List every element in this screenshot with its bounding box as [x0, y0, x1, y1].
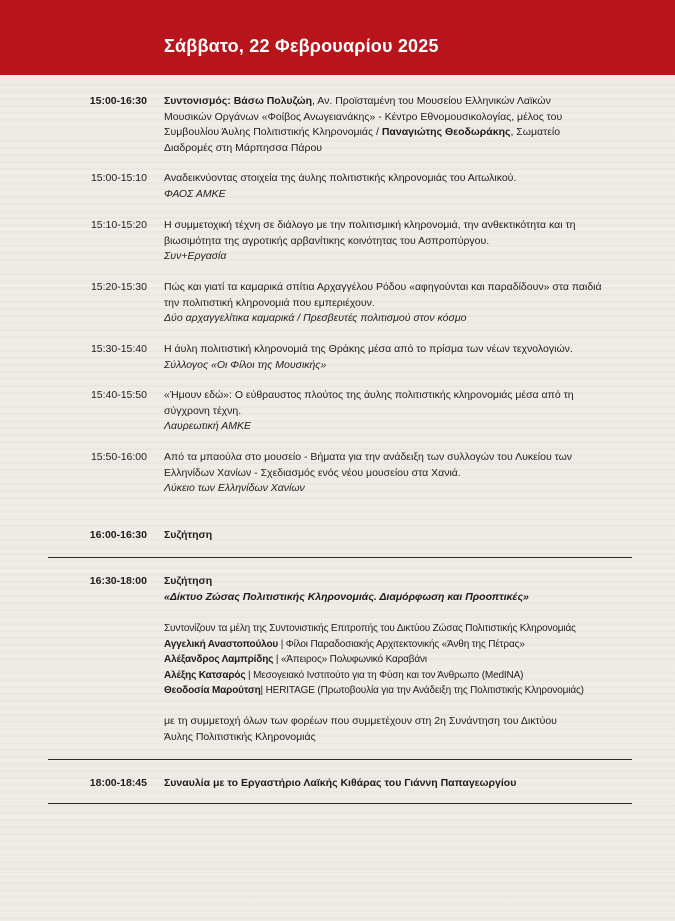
discussion1-time: 16:00-16:30	[89, 529, 147, 541]
session-text: σύγχρονη τέχνη.	[164, 404, 242, 417]
moderation-line4: Διαδρομές στη Μάρπησσα Πάρου	[164, 141, 323, 154]
session-time: 15:10-15:20	[90, 219, 147, 231]
session-item	[164, 342, 634, 373]
member-org: | HERITAGE (Πρωτοβουλία για την Ανάδειξη της Πολιτιστικής Κληρονομιάς)	[260, 685, 584, 697]
session-text: βιωσιμότητα της αγροτικής αρβανίτικης κοινότητας του Ασπροπύργου.	[164, 234, 490, 247]
session-time: 15:20-15:30	[90, 281, 147, 293]
session-org: Συν+Εργασία	[164, 250, 227, 263]
session-org: Σύλλογος «Οι Φίλοι της Μουσικής»	[164, 358, 327, 371]
member-org: | «Άπειρος» Πολυφωνικό Καραβάνι	[273, 654, 427, 666]
session-item	[164, 218, 634, 265]
session-text: Η συμμετοχική τέχνη σε διάλογο με την πολιτισμική κληρονομιά, την ανθεκτικότητα και τη	[164, 219, 576, 231]
moderator-name-2: Παναγιώτης Θεοδωράκης	[381, 126, 511, 139]
member-name: Αγγελική Αναστοπούλου	[164, 638, 279, 650]
discussion2-label: Συζήτηση	[164, 575, 213, 587]
session-time: 15:40-15:50	[90, 389, 147, 401]
header-banner	[0, 0, 675, 75]
member-name: Αλέξανδρος Λαμπρίδης	[164, 654, 274, 666]
session-org: Λύκειο των Ελληνίδων Χανίων	[164, 482, 305, 495]
member-org: | Μεσογειακό Ινστιτούτο για τη Φύση και τον Άνθρωπο (MedINA)	[245, 669, 524, 681]
coordinators-intro: Συντονίζουν τα μέλη της Συντονιστικής Επιτροπής του Δικτύου Ζώσας Πολιτιστικής Κληρονομιάς	[164, 623, 576, 634]
session-text: Ελληνίδων Χανίων - Σχεδιασμός ενός νέου μουσείου στα Χανιά.	[164, 466, 461, 479]
concert-time: 18:00-18:45	[89, 777, 147, 789]
concert-label: Συναυλία με το Εργαστήριο Λαϊκής Κιθάρας του Γιάννη Παπαγεωργίου	[164, 777, 517, 789]
member-name: Θεοδοσία Μαρούτση	[164, 685, 261, 697]
closing-text: Άυλης Πολιτιστικής Κληρονομιάς	[164, 730, 316, 743]
moderator-name-1: Βάσω Πολυζώη	[233, 95, 313, 107]
session-text: Αναδεικνύοντας στοιχεία της άυλης πολιτιστικής κληρονομιάς του Αιτωλικού.	[164, 172, 517, 184]
session-text: «Ήμουν εδώ»: Ο εύθραυστος πλούτος της άυλης πολιτιστικής κληρονομιάς μέσα από τη	[164, 389, 574, 401]
session-text: Η άυλη πολιτιστική κληρονομιά της Θράκης μέσα από το πρίσμα των νέων τεχνολογιών.	[164, 343, 573, 355]
session-time: 15:30-15:40	[90, 343, 147, 355]
moderation-line2: Μουσικών Οργάνων «Φοίβος Ανωγειανάκης» - Κέντρο Εθνομουσικολογίας, μέλος του	[164, 110, 563, 123]
moderation-time: 15:00-16:30	[89, 95, 147, 107]
session-org: Δύο αρχαγγελίτικα καμαρικά / Πρεσβευτές πολιτισμού στον κόσμο	[164, 312, 467, 325]
discussion2-time: 16:30-18:00	[89, 575, 147, 587]
discussion1-label: Συζήτηση	[164, 529, 213, 541]
moderation-label: Συντονισμός:	[164, 95, 231, 107]
discussion2-block	[164, 574, 634, 605]
session-org: ΦΑΟΣ ΑΜΚΕ	[164, 187, 226, 200]
session-item	[164, 171, 634, 202]
session-text: την πολιτιστική κληρονομιά που εμπεριέχουν.	[164, 296, 375, 309]
session-time: 15:00-15:10	[90, 172, 147, 184]
closing-text: με τη συμμετοχή όλων των φορέων που συμμετέχουν στη 2η Συνάντηση του Δικτύου	[164, 715, 557, 727]
session-time: 15:50-16:00	[90, 451, 147, 463]
divider	[48, 803, 632, 804]
moderation-line3-post: , Σωματείο	[510, 126, 561, 139]
divider	[48, 557, 632, 558]
session-item	[164, 450, 634, 497]
member-org: | Φίλοι Παραδοσιακής Αρχιτεκτονικής «Άνθη της Πέτρας»	[278, 638, 525, 650]
divider	[48, 759, 632, 760]
moderation-line1-rest: , Αν. Προϊσταμένη του Μουσείου Ελληνικών Λαϊκών	[312, 95, 551, 107]
discussion2-subtitle: «Δίκτυο Ζώσας Πολιτιστικής Κληρονομιάς. Διαμόρφωση και Προοπτικές»	[164, 590, 529, 603]
page-title: Σάββατο, 22 Φεβρουαρίου 2025	[164, 36, 439, 56]
coordinators-block	[164, 621, 634, 699]
member-name: Αλέξης Κατσαρός	[164, 669, 246, 681]
session-item	[164, 280, 634, 327]
session-text: Από τα μπαούλα στο μουσείο - Βήματα για την ανάδειξη των συλλογών του Λυκείου των	[164, 451, 573, 463]
moderation-block	[164, 94, 634, 156]
session-item	[164, 388, 634, 435]
moderation-line3-pre: Συμβουλίου Άυλης Πολιτιστικής Κληρονομιάς /	[164, 126, 382, 139]
session-text: Πώς και γιατί τα καμαρικά σπίτια Αρχαγγέλου Ρόδου «αφηγούνται και παραδίδουν» στα παιδιά	[164, 281, 602, 293]
session-org: Λαυρεωτική ΑΜΚΕ	[164, 420, 251, 433]
closing-block	[164, 714, 634, 745]
